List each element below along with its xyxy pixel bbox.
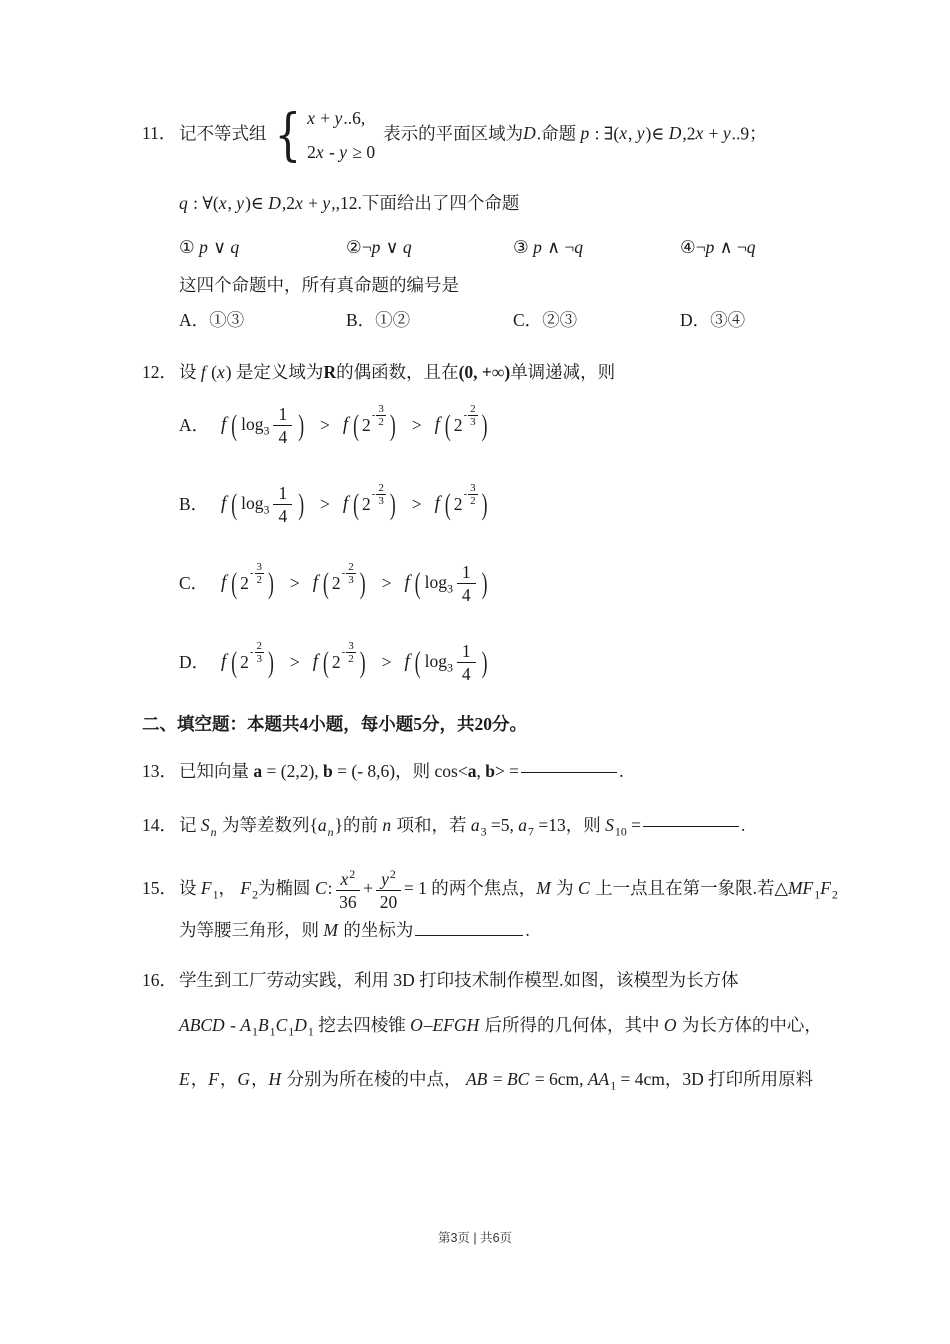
power-base: 2 — [453, 494, 463, 515]
q14-period: . — [741, 815, 746, 836]
log-symbol: $\log_3$ — [424, 572, 453, 596]
open-paren: ( — [353, 487, 359, 522]
q13-vectors: a = (2,2), b = (- 8,6) — [253, 760, 396, 781]
function-f: f — [404, 651, 410, 673]
q11-lead: 记不等式组 — [179, 123, 267, 144]
open-paren: ( — [231, 566, 238, 601]
close-paren: ) — [481, 566, 488, 601]
q13-lead: 已知向量 — [179, 760, 249, 781]
greater-than-sign: > — [289, 573, 300, 594]
f-power-term — [312, 560, 369, 601]
close-paren: ) — [268, 566, 274, 601]
q12-option-a — [179, 394, 814, 456]
option-b: B．①② — [346, 309, 411, 330]
exponent: - $\frac{3}{2}$ — [371, 402, 384, 429]
plus-sign: + — [363, 877, 374, 898]
open-paren: ( — [414, 645, 421, 680]
q14-given: $a_3 =5$, $a_7 =13$ — [470, 815, 566, 839]
close-paren: ) — [268, 645, 274, 680]
greater-than-sign: > — [411, 415, 422, 436]
exponent: - $\frac{3}{2}$ — [463, 481, 476, 508]
inequality-2: 2x - y ≥ 0 — [307, 142, 376, 163]
proposition-p: p : ∃(x, y)∈ D,2x + y..9； — [580, 123, 767, 144]
q13-then: ，则 — [395, 760, 431, 781]
exponent-fraction: $\frac{2}{3}$ — [378, 481, 384, 508]
exponent: - $\frac{3}{2}$ — [249, 560, 263, 587]
open-paren: ( — [414, 566, 421, 601]
q12-stem-text: 设 f (x) 是定义域为R的偶函数，且在(0, +∞)单调递减，则 — [179, 362, 616, 383]
option-c: C．②③ — [513, 309, 578, 330]
q11-question-text: 这四个命题中，所有真命题的编号是 — [179, 275, 459, 296]
option-label: C． — [179, 573, 209, 594]
triangle-expression: $\triangle MF_1F_2$ — [774, 877, 838, 902]
f-log-term — [404, 641, 490, 684]
ellipse-name: C: — [314, 877, 333, 898]
fraction: $\frac{1}{4}$ — [457, 562, 476, 605]
open-paren: ( — [231, 487, 238, 522]
fraction: $\frac{1}{4}$ — [273, 404, 292, 447]
proposition-4: ④¬p ∧ ¬q — [680, 237, 756, 258]
close-paren: ) — [298, 408, 305, 443]
fraction-denominator: 20 — [379, 891, 398, 912]
question-number: 12． — [142, 362, 177, 383]
question-number: 11． — [142, 123, 177, 144]
left-brace: { — [273, 102, 301, 168]
question-16 — [142, 966, 822, 1096]
fraction: $\frac{1}{4}$ — [273, 483, 292, 526]
q13-expression: cos<a, b> = — [434, 760, 520, 781]
q13-period: . — [619, 760, 624, 781]
power-base: 2 — [331, 573, 341, 594]
function-f: f — [221, 414, 227, 436]
close-paren: ) — [481, 645, 488, 680]
function-f: f — [221, 493, 227, 515]
function-f: f — [221, 572, 227, 594]
close-paren: ) — [481, 487, 488, 522]
proposition-2: ②¬p ∨ q — [346, 237, 412, 258]
answer-blank — [415, 931, 523, 936]
proposition-1: ① p ∨ q — [179, 237, 240, 258]
option-label: A． — [179, 415, 210, 436]
function-f: f — [312, 572, 319, 594]
f-power-term — [342, 402, 399, 443]
question-number: 14． — [142, 815, 177, 836]
power-base: 2 — [362, 494, 371, 515]
function-f: f — [434, 414, 440, 436]
q11-after-q: .下面给出了四个命题 — [357, 192, 520, 213]
q12-option-c — [179, 552, 814, 614]
open-paren: ( — [323, 645, 329, 680]
exponent-fraction: $\frac{3}{2}$ — [378, 402, 384, 429]
power-base: 2 — [331, 652, 341, 673]
greater-than-sign: > — [381, 652, 392, 673]
q12-option-b — [179, 473, 814, 535]
q11-propositions — [179, 233, 814, 261]
fraction: $\frac{1}{4}$ — [457, 641, 476, 684]
cuboid-name: ABCD - $A_1B_1C_1D_1$ — [179, 1014, 314, 1039]
q16-line3-text-b: ，3D 打印所用原料 — [664, 1069, 814, 1090]
exponent-fraction: $\frac{2}{3}$ — [470, 402, 476, 429]
close-paren: ) — [389, 408, 396, 443]
system-rows — [307, 104, 375, 167]
f-power-term — [221, 560, 277, 601]
q11-options — [179, 306, 814, 334]
power-base: 2 — [240, 652, 249, 673]
greater-than-sign: > — [289, 652, 300, 673]
question-11 — [142, 104, 814, 334]
q16-dimensions: AB = BC = 6cm, $AA_1 = 4cm$ — [465, 1069, 665, 1093]
q11-stem-line1 — [142, 102, 814, 168]
exponent: - $\frac{2}{3}$ — [463, 402, 476, 429]
f-log-term — [221, 483, 307, 526]
q15-period: . — [525, 919, 530, 940]
power-base: 2 — [362, 415, 371, 436]
exponent: - $\frac{2}{3}$ — [341, 560, 354, 587]
q15-t3: 的两个焦点，M 为 C 上一点且在第一象限.若 — [431, 877, 775, 898]
inequality-system — [270, 104, 376, 167]
q12-options — [179, 394, 814, 693]
q16-line1-text: 学生到工厂劳动实践，利用 3D 打印技术制作模型.如图，该模型为长方体 — [179, 970, 739, 991]
open-paren: ( — [323, 566, 329, 601]
inequality-1: x + y..6, — [307, 108, 366, 128]
close-paren: ) — [359, 566, 366, 601]
question-number: 13． — [142, 760, 177, 781]
q11-stem-line2 — [179, 189, 814, 217]
q15-t2: 为椭圆 — [258, 877, 311, 898]
q14-sum-expression: $S_{10}$ = — [605, 815, 642, 839]
q16-line3-text-a: E，F，G，H 分别为所在棱的中点， — [179, 1069, 462, 1090]
ellipse-fraction-y — [376, 868, 401, 912]
f-power-term — [312, 639, 369, 680]
exponent: - $\frac{2}{3}$ — [249, 639, 263, 666]
q15-lead: 设 — [179, 877, 197, 898]
q12-option-d — [179, 631, 814, 693]
exponent-fraction: $\frac{2}{3}$ — [348, 560, 354, 587]
question-13 — [142, 757, 814, 785]
open-paren: ( — [353, 408, 359, 443]
open-paren: ( — [444, 408, 451, 443]
f-power-term — [342, 481, 399, 522]
q15-line2-text: 为等腰三角形，则 M 的坐标为 — [179, 919, 414, 940]
log-symbol: $\log_3$ — [241, 414, 270, 438]
open-paren: ( — [231, 645, 238, 680]
greater-than-sign: > — [320, 494, 330, 515]
function-f: f — [312, 651, 319, 673]
exponent-fraction: $\frac{3}{2}$ — [470, 481, 476, 508]
close-paren: ) — [359, 645, 366, 680]
close-paren: ) — [481, 408, 488, 443]
f-power-term — [434, 402, 491, 443]
exponent: - $\frac{2}{3}$ — [371, 481, 384, 508]
question-14 — [142, 811, 814, 842]
open-paren: ( — [231, 408, 238, 443]
q15-foci: $F_1$， $F_2$ — [200, 877, 259, 902]
exponent-fraction: $\frac{3}{2}$ — [348, 639, 354, 666]
power-base: 2 — [240, 573, 249, 594]
q11-after-system: 表示的平面区域为D.命题 — [383, 123, 577, 144]
ellipse-fraction-x — [336, 868, 361, 912]
q16-line1 — [142, 966, 814, 994]
function-f: f — [221, 651, 227, 673]
q15-line1 — [142, 866, 838, 912]
q12-stem — [142, 358, 814, 386]
close-paren: ) — [298, 487, 305, 522]
greater-than-sign: > — [320, 415, 330, 436]
open-paren: ( — [444, 487, 451, 522]
page-footer: 第3页 | 共6页 — [437, 1231, 513, 1245]
q14-pre: 记 $S_n$ 为等差数列$\{a_n\}$的前 n 项和，若 — [179, 815, 467, 839]
f-power-term — [221, 639, 277, 680]
q16-line2-text: 挖去四棱锥 O–EFGH 后所得的几何体，其中 O 为长方体的中心， — [318, 1014, 822, 1035]
proposition-q: q : ∀(x, y)∈ D,2x + y,,12 — [179, 192, 358, 213]
function-f: f — [342, 414, 349, 436]
option-a: A．①③ — [179, 309, 245, 330]
equals-one: = 1 — [403, 877, 427, 898]
close-paren: ) — [389, 487, 396, 522]
fraction-numerator: $y^2$ — [376, 868, 401, 891]
exponent: - $\frac{3}{2}$ — [341, 639, 354, 666]
answer-blank — [521, 768, 617, 773]
question-number: 15． — [142, 877, 177, 898]
greater-than-sign: > — [411, 494, 422, 515]
f-log-term — [404, 562, 490, 605]
q15-line2 — [179, 916, 814, 944]
log-symbol: $\log_3$ — [241, 493, 270, 517]
question-12 — [142, 358, 814, 693]
log-symbol: $\log_3$ — [424, 651, 453, 675]
f-log-term — [221, 404, 307, 447]
function-f: f — [434, 493, 440, 515]
q14-then: ，则 — [565, 815, 601, 836]
q16-line3 — [179, 1065, 814, 1096]
question-number: 16． — [142, 970, 177, 991]
answer-blank — [643, 822, 739, 827]
proposition-3: ③ p ∧ ¬q — [513, 237, 584, 258]
f-power-term — [434, 481, 491, 522]
fraction-denominator: 36 — [339, 891, 357, 912]
power-base: 2 — [453, 415, 463, 436]
exponent-fraction: $\frac{2}{3}$ — [256, 639, 263, 666]
option-label: B． — [179, 494, 209, 515]
question-15 — [142, 866, 838, 944]
fraction-numerator: $x^2$ — [336, 868, 361, 891]
section-2-header: 二、填空题：本题共4小题，每小题5分，共20分。 — [142, 714, 527, 735]
greater-than-sign: > — [381, 573, 392, 594]
function-f: f — [342, 493, 349, 515]
option-d: D．③④ — [680, 309, 746, 330]
function-f: f — [404, 572, 410, 594]
q16-line2 — [179, 1011, 822, 1042]
option-label: D． — [179, 652, 210, 673]
exponent-fraction: $\frac{3}{2}$ — [256, 560, 263, 587]
